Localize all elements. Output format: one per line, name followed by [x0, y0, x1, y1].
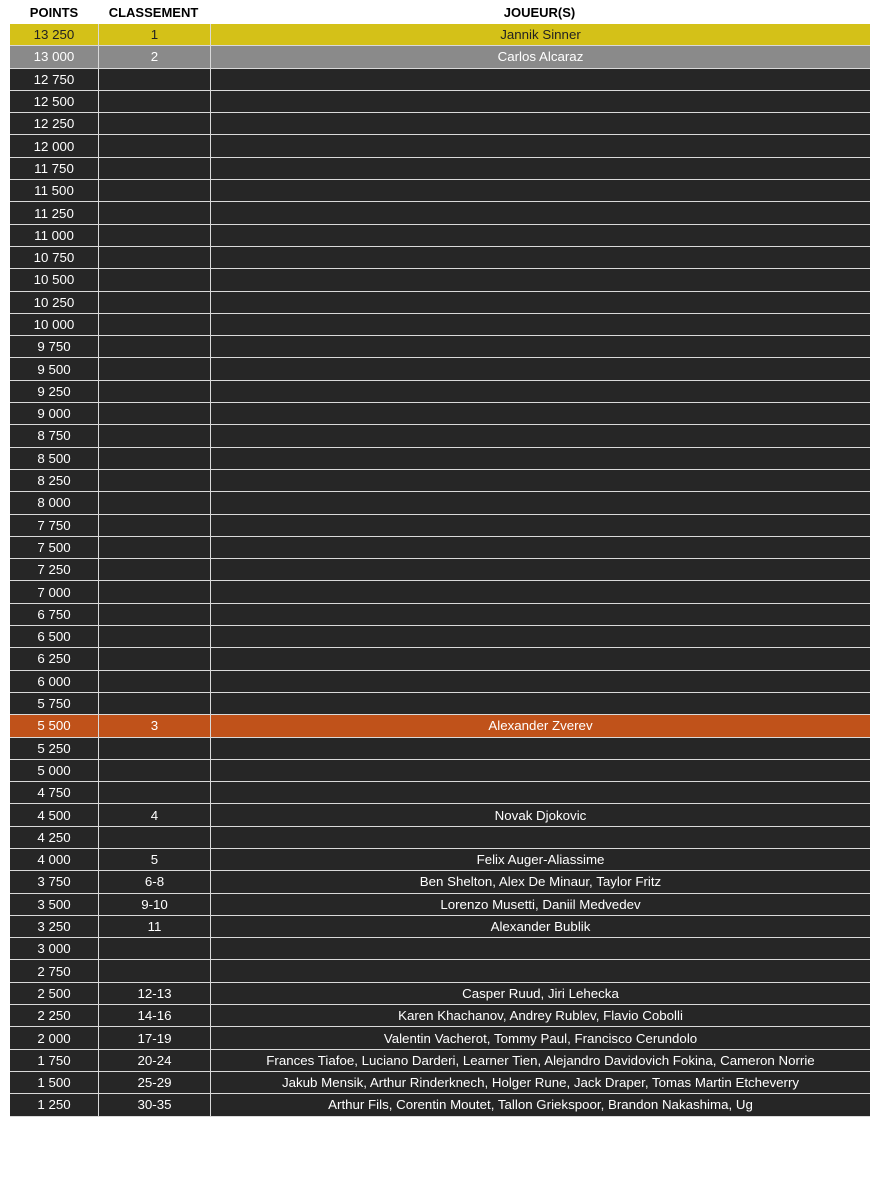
players-cell: Alexander Bublik [490, 919, 591, 935]
points-cell: 3 000 [10, 938, 99, 959]
table-row [10, 492, 870, 514]
points-cell: 12 250 [10, 113, 99, 134]
points-cell: 6 500 [10, 626, 99, 647]
points-cell: 13 250 [10, 24, 99, 45]
rank-cell: 1 [99, 24, 211, 45]
table-row [10, 1072, 870, 1094]
players-cell [211, 180, 870, 201]
rank-cell [99, 202, 211, 223]
rank-cell [99, 448, 211, 469]
rank-cell: 4 [99, 804, 211, 825]
table-row [10, 24, 870, 46]
players-cell [211, 827, 870, 848]
points-cell: 5 250 [10, 738, 99, 759]
points-cell: 7 750 [10, 515, 99, 536]
points-cell: 5 000 [10, 760, 99, 781]
points-cell: 10 750 [10, 247, 99, 268]
players-cell [211, 202, 870, 223]
players-cell: Novak Djokovic [494, 807, 587, 823]
table-row [10, 292, 870, 314]
points-cell: 10 500 [10, 269, 99, 290]
rank-cell [99, 738, 211, 759]
rank-cell [99, 113, 211, 134]
points-cell: 10 250 [10, 292, 99, 313]
rank-cell [99, 225, 211, 246]
points-cell: 8 500 [10, 448, 99, 469]
table-row [10, 69, 870, 91]
table-row [10, 648, 870, 670]
players-cell [211, 448, 870, 469]
table-row [10, 158, 870, 180]
points-cell: 4 000 [10, 849, 99, 870]
players-cell [211, 738, 870, 759]
points-cell: 13 000 [10, 46, 99, 67]
rank-cell: 25-29 [99, 1072, 211, 1093]
players-cell [211, 960, 870, 981]
players-cell: Casper Ruud, Jiri Lehecka [462, 985, 619, 1001]
rank-cell: 11 [99, 916, 211, 937]
players-cell [211, 358, 870, 379]
rank-cell: 30-35 [99, 1094, 211, 1115]
rank-cell [99, 581, 211, 602]
players-cell: Alexander Zverev [488, 718, 593, 734]
table-row [10, 1094, 870, 1116]
rank-cell [99, 247, 211, 268]
rank-cell: 12-13 [99, 983, 211, 1004]
table-row [10, 180, 870, 202]
header-rank: CLASSEMENT [108, 4, 199, 20]
table-row [10, 938, 870, 960]
players-cell [211, 648, 870, 669]
points-cell: 12 750 [10, 69, 99, 90]
points-cell: 3 500 [10, 894, 99, 915]
rank-cell [99, 760, 211, 781]
rank-cell: 3 [99, 715, 211, 736]
rank-cell [99, 537, 211, 558]
players-cell: Jannik Sinner [500, 27, 581, 43]
points-cell: 2 750 [10, 960, 99, 981]
header-players: JOUEUR(S) [503, 4, 576, 20]
points-cell: 2 000 [10, 1027, 99, 1048]
table-row [10, 403, 870, 425]
ranking-table [10, 0, 870, 1117]
players-cell [211, 537, 870, 558]
rank-cell: 17-19 [99, 1027, 211, 1048]
points-cell: 3 250 [10, 916, 99, 937]
rank-cell [99, 135, 211, 156]
players-cell [211, 381, 870, 402]
table-row [10, 693, 870, 715]
table-row [10, 247, 870, 269]
points-cell: 9 250 [10, 381, 99, 402]
rank-cell [99, 381, 211, 402]
points-cell: 6 750 [10, 604, 99, 625]
rank-cell [99, 492, 211, 513]
points-cell: 2 250 [10, 1005, 99, 1026]
table-header [10, 0, 870, 24]
rank-cell: 6-8 [99, 871, 211, 892]
rank-cell [99, 782, 211, 803]
players-cell [211, 782, 870, 803]
table-row [10, 1050, 870, 1072]
table-row [10, 715, 870, 737]
table-row [10, 1027, 870, 1049]
rank-cell: 20-24 [99, 1050, 211, 1071]
rank-cell [99, 515, 211, 536]
points-cell: 4 500 [10, 804, 99, 825]
points-cell: 1 500 [10, 1072, 99, 1093]
fade-overlay [689, 1145, 879, 1169]
rank-cell: 2 [99, 46, 211, 67]
players-cell: Jakub Mensik, Arthur Rinderknech, Holger Rune, Jack Draper, Tomas Martin Etcheverry [281, 1075, 800, 1091]
points-cell: 1 250 [10, 1094, 99, 1115]
players-cell [211, 292, 870, 313]
players-cell [211, 247, 870, 268]
players-cell [211, 626, 870, 647]
players-cell: Karen Khachanov, Andrey Rublev, Flavio Cobolli [398, 1008, 683, 1024]
players-cell [211, 225, 870, 246]
players-cell: Valentin Vacherot, Tommy Paul, Francisco Cerundolo [383, 1030, 698, 1046]
table-row [10, 46, 870, 68]
rank-cell [99, 358, 211, 379]
points-cell: 3 750 [10, 871, 99, 892]
table-row [10, 626, 870, 648]
rank-cell [99, 336, 211, 357]
points-cell: 11 250 [10, 202, 99, 223]
players-cell [211, 314, 870, 335]
players-cell [211, 604, 870, 625]
table-row [10, 269, 870, 291]
table-row [10, 381, 870, 403]
points-cell: 8 000 [10, 492, 99, 513]
players-cell [211, 938, 870, 959]
rank-cell [99, 314, 211, 335]
table-row [10, 202, 870, 224]
table-row [10, 738, 870, 760]
table-row [10, 470, 870, 492]
points-cell: 5 500 [10, 715, 99, 736]
players-cell [211, 559, 870, 580]
rank-cell [99, 693, 211, 714]
table-row [10, 425, 870, 447]
players-cell [211, 492, 870, 513]
points-cell: 5 750 [10, 693, 99, 714]
table-row [10, 314, 870, 336]
players-cell [211, 69, 870, 90]
players-cell: Ben Shelton, Alex De Minaur, Taylor Fritz [419, 874, 662, 890]
table-row [10, 225, 870, 247]
table-row [10, 358, 870, 380]
players-cell: Lorenzo Musetti, Daniil Medvedev [440, 896, 641, 912]
table-row [10, 894, 870, 916]
table-row [10, 515, 870, 537]
rank-cell [99, 158, 211, 179]
points-cell: 9 000 [10, 403, 99, 424]
points-cell: 1 750 [10, 1050, 99, 1071]
rank-cell [99, 559, 211, 580]
points-cell: 7 250 [10, 559, 99, 580]
players-cell [211, 403, 870, 424]
table-body [10, 24, 870, 1117]
players-cell [211, 336, 870, 357]
players-cell [211, 158, 870, 179]
points-cell: 12 500 [10, 91, 99, 112]
points-cell: 4 750 [10, 782, 99, 803]
rank-cell [99, 648, 211, 669]
rank-cell [99, 292, 211, 313]
table-row [10, 671, 870, 693]
points-cell: 6 000 [10, 671, 99, 692]
table-row [10, 983, 870, 1005]
rank-cell [99, 425, 211, 446]
points-cell: 8 750 [10, 425, 99, 446]
points-cell: 10 000 [10, 314, 99, 335]
table-row [10, 827, 870, 849]
rank-cell [99, 827, 211, 848]
points-cell: 7 500 [10, 537, 99, 558]
players-cell: Arthur Fils, Corentin Moutet, Tallon Griekspoor, Brandon Nakashima, Ug [328, 1097, 753, 1113]
players-cell [211, 113, 870, 134]
players-cell [211, 470, 870, 491]
rank-cell [99, 91, 211, 112]
table-row [10, 760, 870, 782]
points-cell: 6 250 [10, 648, 99, 669]
points-cell: 11 000 [10, 225, 99, 246]
rank-cell: 5 [99, 849, 211, 870]
players-cell [211, 671, 870, 692]
points-cell: 12 000 [10, 135, 99, 156]
players-cell [211, 693, 870, 714]
rank-cell: 14-16 [99, 1005, 211, 1026]
table-row [10, 604, 870, 626]
rank-cell [99, 470, 211, 491]
rank-cell [99, 69, 211, 90]
players-cell [211, 425, 870, 446]
table-row [10, 537, 870, 559]
table-row [10, 804, 870, 826]
table-row [10, 960, 870, 982]
points-cell: 7 000 [10, 581, 99, 602]
table-row [10, 916, 870, 938]
points-cell: 2 500 [10, 983, 99, 1004]
rank-cell [99, 269, 211, 290]
table-row [10, 581, 870, 603]
table-row [10, 113, 870, 135]
rank-cell [99, 180, 211, 201]
points-cell: 9 750 [10, 336, 99, 357]
points-cell: 9 500 [10, 358, 99, 379]
players-cell [211, 760, 870, 781]
points-cell: 11 750 [10, 158, 99, 179]
table-row [10, 849, 870, 871]
points-cell: 11 500 [10, 180, 99, 201]
table-row [10, 91, 870, 113]
table-row [10, 336, 870, 358]
table-row [10, 1005, 870, 1027]
rank-cell: 9-10 [99, 894, 211, 915]
players-cell: Carlos Alcaraz [497, 49, 584, 65]
players-cell: Felix Auger-Aliassime [476, 852, 605, 868]
header-points: POINTS [29, 4, 79, 20]
table-row [10, 782, 870, 804]
table-row [10, 559, 870, 581]
players-cell [211, 135, 870, 156]
table-row [10, 871, 870, 893]
players-cell [211, 91, 870, 112]
rank-cell [99, 403, 211, 424]
players-cell [211, 269, 870, 290]
rank-cell [99, 671, 211, 692]
table-row [10, 448, 870, 470]
points-cell: 4 250 [10, 827, 99, 848]
rank-cell [99, 938, 211, 959]
rank-cell [99, 626, 211, 647]
rank-cell [99, 960, 211, 981]
players-cell: Frances Tiafoe, Luciano Darderi, Learner Tien, Alejandro Davidovich Fokina, Cameron Norrie [266, 1052, 815, 1068]
players-cell [211, 581, 870, 602]
players-cell [211, 515, 870, 536]
points-cell: 8 250 [10, 470, 99, 491]
rank-cell [99, 604, 211, 625]
table-row [10, 135, 870, 157]
